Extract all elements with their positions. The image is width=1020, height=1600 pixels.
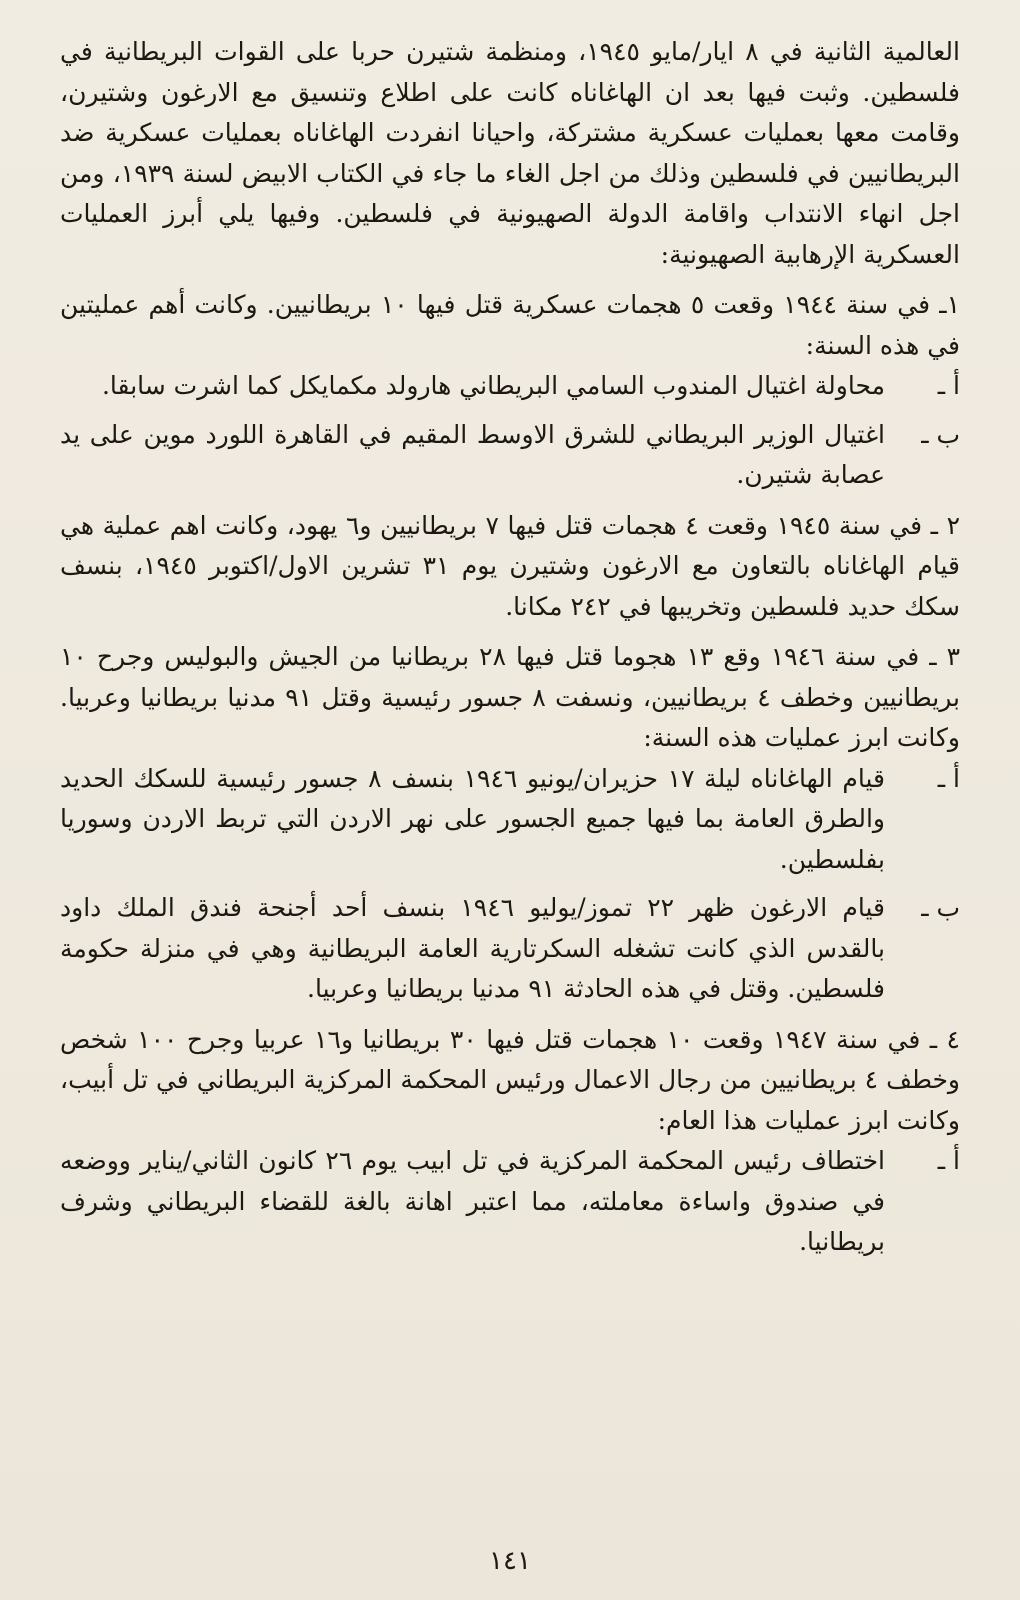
sub-item-text: قيام الهاغاناه ليلة ١٧ حزيران/يونيو ١٩٤٦ بنسف ٨ جسور رئيسية للسكك الحديد والطرق العامة بما فيها جميع الجسور على نهر الاردن التي تربط الاردن وسوريا بفلسطين.: [60, 763, 885, 874]
sub-item-text: قيام الارغون ظهر ٢٢ تموز/يوليو ١٩٤٦ بنسف أحد أجنحة فندق الملك داود بالقدس الذي كانت تشغله السكرتارية العامة البريطانية وهي في منزلة حكومة فلسطين. وقتل في هذه الحادثة ٩١ مدنيا بريطانيا وعربيا.: [60, 893, 885, 1003]
list-item-text: ٤ ـ في سنة ١٩٤٧ وقعت ١٠ هجمات قتل فيها ٣٠ بريطانيا و١٦ عربيا وجرح ١٠٠ شخص وخطف ٤ بريطانيين من رجال الاعمال ورئيس المحكمة المركزية البريطاني في تل أبيب، وكانت ابرز عمليات هذا العام:: [60, 1024, 960, 1135]
sub-item-text: اختطاف رئيس المحكمة المركزية في تل ابيب يوم ٢٦ كانون الثاني/يناير ووضعه في صندوق واساءة معاملته، مما اعتبر اهانة بالغة للقضاء البريطاني وشرف بريطانيا.: [60, 1146, 886, 1256]
list-item-1946: [60, 637, 960, 1010]
list-item-text: ٣ ـ في سنة ١٩٤٦ وقع ١٣ هجوما قتل فيها ٢٨ بريطانيا من الجيش والبوليس وجرح ١٠ بريطانيين وخطف ٤ بريطانيين، ونسفت ٨ جسور رئيسية وقتل ٩١ مدنيا بريطانيا وعربيا. وكانت ابرز عمليات هذه السنة:: [60, 642, 961, 752]
sub-item-1944-b: [60, 415, 960, 496]
sub-item-marker: ب ـ: [921, 419, 960, 449]
sub-item-1946-b: [60, 888, 960, 1010]
sub-item-marker: أ ـ: [937, 371, 960, 400]
sub-item-marker: ب ـ: [921, 893, 960, 922]
list-item-text: ٢ ـ في سنة ١٩٤٥ وقعت ٤ هجمات قتل فيها ٧ بريطانيين و٦ يهود، وكانت اهم عملية هي قيام الهاغاناه بالتعاون مع الارغون وشتيرن يوم ٣١ تشرين الاول/اكتوبر ١٩٤٥، بنسف سكك حديد فلسطين وتخريبها في ٢٤٢ مكانا.: [60, 510, 961, 621]
list-item-1945: [60, 506, 960, 628]
page-number: ١٤١: [489, 1546, 531, 1576]
sub-item-1944-a: [60, 366, 960, 407]
sub-item-marker: أ ـ: [937, 1146, 960, 1175]
sub-item-marker: أ ـ: [937, 763, 960, 793]
list-item-1947: [60, 1020, 960, 1263]
sub-item-1947-a: [60, 1141, 960, 1263]
list-item-text: ١ـ في سنة ١٩٤٤ وقعت ٥ هجمات عسكرية قتل فيها ١٠ بريطانيين. وكانت أهم عمليتين في هذه السنة:: [60, 290, 961, 360]
sub-item-text: اغتيال الوزير البريطاني للشرق الاوسط المقيم في القاهرة اللورد موين على يد عصابة شتيرن.: [60, 419, 885, 489]
list-item-1944: [60, 285, 960, 496]
sub-item-1946-a: [60, 759, 960, 881]
page-body: [60, 32, 960, 1273]
intro-paragraph: العالمية الثانية في ٨ ايار/مايو ١٩٤٥، ومنظمة شتيرن حربا على القوات البريطانية في فلسطين. وثبت فيها بعد ان الهاغاناه كانت على اطلاع وتنسيق مع الارغون وشتيرن، وقامت معها بعمليات عسكرية مشتركة، واحيانا انفردت الهاغاناه بعمليات عسكرية ضد البريطانيين في فلسطين وذلك من اجل الغاء ما جاء في الكتاب الابيض لسنة ١٩٣٩، ومن اجل انهاء الانتداب واقامة الدولة الصهيونية في فلسطين. وفيها يلي أبرز العمليات العسكرية الإرهابية الصهيونية:: [60, 37, 960, 269]
sub-item-text: محاولة اغتيال المندوب السامي البريطاني هارولد مكمايكل كما اشرت سابقا.: [101, 371, 885, 400]
